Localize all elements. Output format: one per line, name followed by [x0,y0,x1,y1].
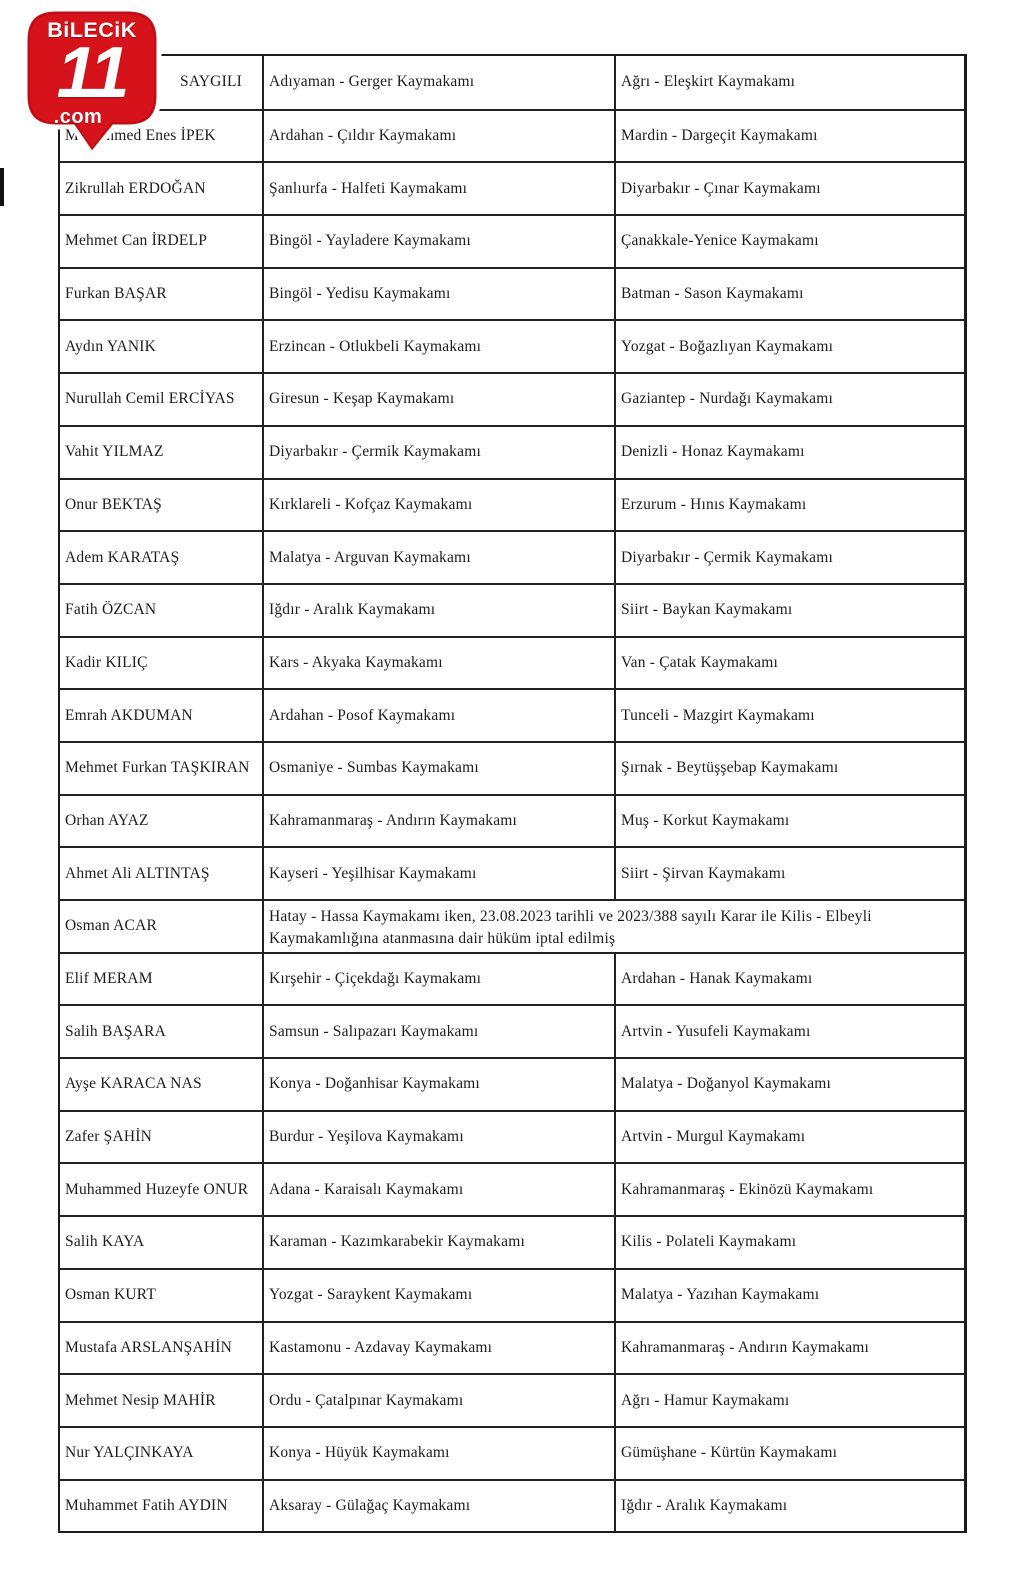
new-post-cell: Malatya - Doğanyol Kaymakamı [614,1059,964,1110]
person-name-cell: Nur YALÇINKAYA [65,1444,194,1462]
new-post-cell: Siirt - Baykan Kaymakamı [614,585,964,636]
person-name-cell: Adem KARATAŞ [65,548,180,566]
new-post-cell: Ağrı - Hamur Kaymakamı [614,1375,964,1426]
scan-artifact-mark [0,168,4,206]
person-name-cell: Mustafa ARSLANŞAHİN [65,1338,232,1356]
new-post-cell: Gaziantep - Nurdağı Kaymakamı [614,374,964,425]
previous-post-cell: Kayseri - Yeşilhisar Kaymakamı [262,848,614,899]
person-name-cell: Salih KAYA [65,1233,145,1251]
appointment-note-cell: Hatay - Hassa Kaymakamı iken, 23.08.2023 tarihli ve 2023/388 sayılı Karar ile Kilis - Elbeyli Kaymakamlığına atanmasına dair hüküm iptal edilmiş [262,901,964,952]
person-name-cell: Onur BEKTAŞ [65,495,162,513]
person-name-cell: Zafer ŞAHİN [65,1128,152,1146]
previous-post-cell: Giresun - Keşap Kaymakamı [262,374,614,425]
table-row [60,846,964,899]
previous-post-cell: Burdur - Yeşilova Kaymakamı [262,1112,614,1163]
table-row [60,1162,964,1215]
table-row [60,1373,964,1426]
previous-post-cell: Konya - Doğanhisar Kaymakamı [262,1059,614,1110]
new-post-cell: Kahramanmaraş - Andırın Kaymakamı [614,1323,964,1374]
logo-text-bilecik: BiLECiK [47,18,137,42]
person-name-cell: Zikrullah ERDOĞAN [65,179,206,197]
new-post-cell: Denizli - Honaz Kaymakamı [614,427,964,478]
previous-post-cell: Erzincan - Otlukbeli Kaymakamı [262,321,614,372]
previous-post-cell: Samsun - Salıpazarı Kaymakamı [262,1006,614,1057]
person-name-cell: Osman ACAR [65,917,157,935]
new-post-cell: Ardahan - Hanak Kaymakamı [614,954,964,1005]
new-post-cell: Muş - Korkut Kaymakamı [614,796,964,847]
table-row [60,109,964,162]
new-post-cell: Diyarbakır - Çermik Kaymakamı [614,532,964,583]
previous-post-cell: Kırklareli - Kofçaz Kaymakamı [262,480,614,531]
table-row [60,1110,964,1163]
person-name-cell: Mehmet Nesip MAHİR [65,1391,216,1409]
bilecik11-logo [18,4,166,158]
previous-post-cell: Ordu - Çatalpınar Kaymakamı [262,1375,614,1426]
person-name-cell: Kadir KILIÇ [65,653,148,671]
previous-post-cell: Osmaniye - Sumbas Kaymakamı [262,743,614,794]
table-row [60,214,964,267]
logo-text-com: .com [53,106,103,128]
new-post-cell: Tunceli - Mazgirt Kaymakamı [614,690,964,741]
table-row [60,899,964,952]
table-row [60,478,964,531]
logo-text-11: 11 [56,33,128,113]
table-row [60,1479,964,1532]
previous-post-cell: Bingöl - Yedisu Kaymakamı [262,269,614,320]
person-name-cell: SAYGILI [180,73,242,91]
table-row [60,319,964,372]
new-post-cell: Şırnak - Beytüşşebap Kaymakamı [614,743,964,794]
previous-post-cell: Ardahan - Çıldır Kaymakamı [262,111,614,162]
person-name-cell: Muhammet Fatih AYDIN [65,1496,228,1514]
new-post-cell: Siirt - Şirvan Kaymakamı [614,848,964,899]
previous-post-cell: Adıyaman - Gerger Kaymakamı [262,56,614,109]
person-name-cell: Mehmet Furkan TAŞKIRAN [65,759,250,777]
table-row [60,161,964,214]
person-name-cell: Orhan AYAZ [65,811,149,829]
table-row [60,1004,964,1057]
new-post-cell: Kahramanmaraş - Ekinözü Kaymakamı [614,1164,964,1215]
appointments-table [58,54,967,1533]
person-name-cell: Muhammed Huzeyfe ONUR [65,1180,249,1198]
new-post-cell: Artvin - Murgul Kaymakamı [614,1112,964,1163]
person-name-cell: Emrah AKDUMAN [65,706,193,724]
table-row [60,1268,964,1321]
previous-post-cell: Kırşehir - Çiçekdağı Kaymakamı [262,954,614,1005]
previous-post-cell: Konya - Hüyük Kaymakamı [262,1428,614,1479]
new-post-cell: Batman - Sason Kaymakamı [614,269,964,320]
table-row [60,425,964,478]
table-row [60,741,964,794]
previous-post-cell: Ardahan - Posof Kaymakamı [262,690,614,741]
table-row [60,56,964,109]
previous-post-cell: Şanlıurfa - Halfeti Kaymakamı [262,163,614,214]
table-row [60,1057,964,1110]
new-post-cell: Malatya - Yazıhan Kaymakamı [614,1270,964,1321]
person-name-cell: Elif MERAM [65,970,153,988]
previous-post-cell: Yozgat - Saraykent Kaymakamı [262,1270,614,1321]
previous-post-cell: Adana - Karaisalı Kaymakamı [262,1164,614,1215]
person-name-cell: Ayşe KARACA NAS [65,1075,202,1093]
new-post-cell: Çanakkale-Yenice Kaymakamı [614,216,964,267]
table-row [60,372,964,425]
new-post-cell: Diyarbakır - Çınar Kaymakamı [614,163,964,214]
person-name-cell: Muhammed Enes İPEK [65,127,216,145]
new-post-cell: Yozgat - Boğazlıyan Kaymakamı [614,321,964,372]
table-row [60,267,964,320]
table-row [60,1321,964,1374]
new-post-cell: Erzurum - Hınıs Kaymakamı [614,480,964,531]
previous-post-cell: Kastamonu - Azdavay Kaymakamı [262,1323,614,1374]
new-post-cell: Ağrı - Eleşkirt Kaymakamı [614,56,964,109]
person-name-cell: Fatih ÖZCAN [65,601,157,619]
table-row [60,688,964,741]
previous-post-cell: Kahramanmaraş - Andırın Kaymakamı [262,796,614,847]
table-row [60,583,964,636]
person-name-cell: Aydın YANIK [65,337,157,355]
new-post-cell: Mardin - Dargeçit Kaymakamı [614,111,964,162]
person-name-cell: Furkan BAŞAR [65,285,167,303]
table-row [60,1215,964,1268]
previous-post-cell: Aksaray - Gülağaç Kaymakamı [262,1481,614,1532]
person-name-cell: Nurullah Cemil ERCİYAS [65,390,235,408]
person-name-cell: Vahit YILMAZ [65,443,164,461]
person-name-cell: Ahmet Ali ALTINTAŞ [65,864,210,882]
table-row [60,530,964,583]
new-post-cell: Van - Çatak Kaymakamı [614,638,964,689]
previous-post-cell: Karaman - Kazımkarabekir Kaymakamı [262,1217,614,1268]
table-row [60,1426,964,1479]
person-name-cell: Salih BAŞARA [65,1022,167,1040]
person-name-cell: Osman KURT [65,1286,157,1304]
new-post-cell: Gümüşhane - Kürtün Kaymakamı [614,1428,964,1479]
previous-post-cell: Bingöl - Yayladere Kaymakamı [262,216,614,267]
previous-post-cell: Diyarbakır - Çermik Kaymakamı [262,427,614,478]
new-post-cell: Artvin - Yusufeli Kaymakamı [614,1006,964,1057]
person-name-cell: Mehmet Can İRDELP [65,232,208,250]
previous-post-cell: Kars - Akyaka Kaymakamı [262,638,614,689]
table-row [60,636,964,689]
previous-post-cell: Malatya - Arguvan Kaymakamı [262,532,614,583]
table-row [60,952,964,1005]
previous-post-cell: Iğdır - Aralık Kaymakamı [262,585,614,636]
table-row [60,794,964,847]
new-post-cell: Iğdır - Aralık Kaymakamı [614,1481,964,1532]
new-post-cell: Kilis - Polateli Kaymakamı [614,1217,964,1268]
